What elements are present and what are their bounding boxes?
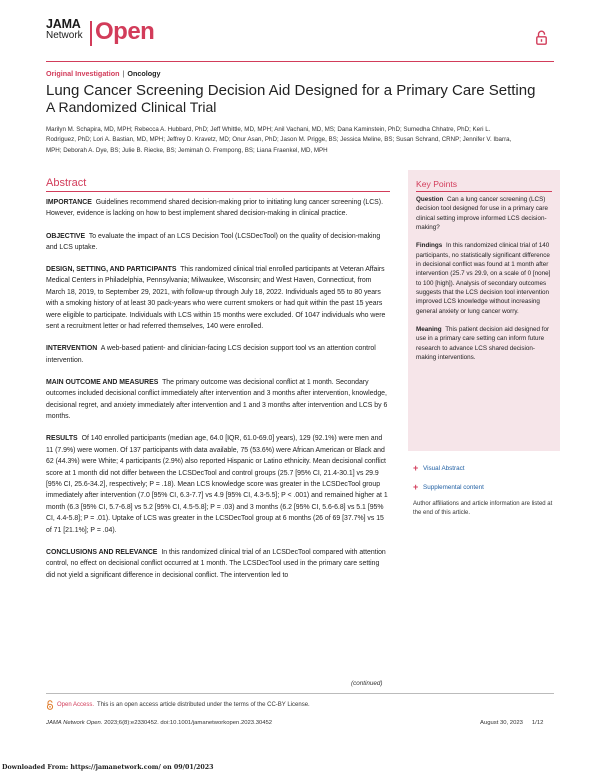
article-type: Original Investigation: [46, 69, 120, 78]
abstract-section-text: In this randomized clinical trial of an LCSDecTool compared with attention control, no effect on decisional conflict occurred at 1 month. The LCSDecTool used in the primary care setting did not yield a significant difference in decisional conflict. The intervention led to: [46, 548, 386, 579]
abstract-section-text: The primary outcome was decisional conflict at 1 month. Secondary outcomes included decisional conflict immediately after intervention and 3 months after intervention, knowledge, decisional regret, and anxiety immediately after intervention and 1 and 3 months after intervention and LCS by 6 months.: [46, 378, 388, 421]
abstract-section-label: DESIGN, SETTING, AND PARTICIPANTS: [46, 266, 177, 273]
publication-date: August 30, 2023: [480, 720, 523, 726]
abstract-rule: [46, 191, 390, 192]
visual-abstract-link[interactable]: [413, 464, 465, 473]
author-affiliations-note: Author affiliations and article information are listed at the end of this article.: [413, 501, 553, 517]
continued-note: (continued): [351, 680, 383, 687]
key-points-body: [416, 195, 554, 372]
abstract-results: [46, 433, 390, 536]
citation-text: 2023;6(8):e2330452. doi:10.1001/jamanetworkopen.2023.30452: [104, 720, 273, 726]
logo-open: Open: [95, 18, 155, 45]
key-point-findings: [416, 241, 554, 315]
visual-abstract-label: Visual Abstract: [423, 465, 465, 472]
key-point-question: [416, 195, 554, 232]
header-rule: [46, 61, 554, 62]
article-subtitle: A Randomized Clinical Trial: [46, 99, 217, 115]
key-point-label: Question: [416, 196, 444, 203]
page-number: 1/12: [531, 720, 544, 726]
abstract-conclusions: [46, 547, 390, 581]
key-point-label: Findings: [416, 242, 443, 250]
abstract-section-label: CONCLUSIONS AND RELEVANCE: [46, 548, 158, 556]
open-lock-icon: [536, 30, 547, 45]
abstract-section-label: OBJECTIVE: [46, 232, 86, 240]
article-topic: Oncology: [127, 69, 161, 78]
abstract-design: [46, 264, 390, 333]
open-access-text: This is an open access article distributed under the terms of the CC-BY License.: [97, 701, 310, 708]
key-point-text: This patient decision aid designed for use in a primary care setting can inform future research to advance LCS shared decision-making interventions.: [416, 326, 550, 362]
abstract-section-label: RESULTS: [46, 435, 78, 443]
download-stamp: Downloaded From: https://jamanetwork.com/ on 09/01/2023: [2, 764, 214, 771]
logo-divider: [90, 21, 92, 46]
abstract-section-label: INTERVENTION: [46, 345, 98, 353]
plus-icon: +: [413, 463, 419, 473]
author-list: Marilyn M. Schapira, MD, MPH; Rebecca A. Hubbard, PhD; Jeff Whittle, MD, MPH; Anil Vachani, MD, MS; Dana Kaminstein, PhD; Sumedha Chhatre, PhD; Keri L. Rodriguez, PhD; Lori A. Bastian, MD, MPH; Jeffrey D. Kravetz, MD; Onur Asan, PhD; Jason M. Prigge, BS; Jessica Meline, BS; Susan Schrand, CRNP; Jennifer V. Ibarra, MPH; Deborah A. Dye, BS; Julie B. Riecke, BS; Jemimah O. Frempong, BS; Liana Fraenkel, MD, MPH: [46, 126, 512, 154]
key-points-rule: [416, 191, 552, 192]
logo-network: Network: [46, 30, 83, 41]
article-category: [46, 69, 161, 79]
key-point-label: Meaning: [416, 326, 442, 334]
article-title: Lung Cancer Screening Decision Aid Designed for a Primary Care Setting: [46, 82, 536, 99]
key-points-heading: Key Points: [416, 179, 458, 189]
footer-rule: [46, 693, 554, 694]
abstract-section-text: Guidelines recommend shared decision-making prior to initiating lung cancer screening (LCS). However, evidence is lacking on how to best implement shared decision-making in clinical practice.: [46, 199, 383, 218]
jama-network-open-logo: [46, 18, 196, 54]
abstract-intervention: [46, 343, 390, 366]
category-separator: |: [122, 69, 125, 78]
supplemental-content-link[interactable]: [413, 483, 484, 492]
abstract-body: [46, 197, 390, 592]
key-point-text: In this randomized clinical trial of 140 participants, no statistically significant difference in decisional conflict was found at 1 month after intervention (25.7 vs 29.9, on a scale of 0 [none] to 100 [high]). Analysis of secondary outcomes suggests that the LCS decision tool intervention improved LCS knowledge without increasing general anxiety or lung cancer worry.: [416, 242, 551, 315]
key-point-meaning: [416, 325, 554, 362]
abstract-section-text: A web-based patient- and clinician-facing LCS decision support tool vs an attention control intervention.: [46, 345, 376, 364]
open-access-icon: [46, 700, 54, 710]
logo-jama: JAMA: [46, 17, 81, 31]
plus-icon: +: [413, 482, 419, 492]
abstract-section-text: To evaluate the impact of an LCS Decision Tool (LCSDecTool) on the quality of decision-making and LCS uptake.: [46, 232, 381, 251]
journal-name: JAMA Network Open.: [46, 720, 103, 726]
abstract-section-label: IMPORTANCE: [46, 199, 92, 206]
abstract-section-text: Of 140 enrolled participants (median age, 64.0 [IQR, 61.0-69.0] years), 129 (92.1%) were men and 11 (7.9%) were women. Of 137 participants with data available, 75 (53.6%) were African American or Black and 62 (44.3%) were White; 4 participants (2.9%) also reported Hispanic or Latino ethnicity. Mean decisional conflict score at 1 month did not differ between the LCSDecTool and control groups (25.7 [95% CI, 21.4-30.1] vs 29.9 [95% CI, 25.6-34.2], respectively; P = .18). Mean LCS knowledge score was greater in the LCSDecTool group immediately after intervention (7.0 [95% CI, 6.3-7.7] vs 4.9 [95% CI, 4.3-5.5]; P < .001) and remained higher at 1 month (6.3 [95% CI, 5.7-6.8] vs 5.2 [95% CI, 4.5-5.8]; P = .03) and 3 months (6.2 [95% CI, 5.6-6.8] vs 5.1 [95% CI, 4.4-5.8]; P = .01). Uptake of LCS was greater in the LCSDecTool group at 6 months (26 of 69 [37.7%] vs 15 of 71 [21.1%]; P = .04).: [46, 435, 388, 534]
open-access-statement: [46, 700, 310, 710]
open-access-label: Open Access.: [57, 701, 95, 708]
citation-line: [46, 719, 272, 728]
key-point-text: Can a lung cancer screening (LCS) decision tool designed for use in a primary care clinical setting improve informed LCS decision-making?: [416, 196, 548, 231]
abstract-section-text: This randomized clinical trial enrolled participants at Veteran Affairs Medical Centers in Philadelphia, Pennsylvania; Milwaukee, Wisconsin; and West Haven, Connecticut, from March 18, 2019, to September 29, 2021, with follow-up through July 18, 2022. Individuals aged 55 to 80 years with a smoking history of at least 30 pack-years who were current smokers or had quit within the past 15 years were eligible to participate. Individuals with LCS within 15 months were excluded. Of 1047 individuals who were sent a recruitment letter or had referred themselves, 140 were enrolled.: [46, 266, 386, 331]
abstract-section-label: MAIN OUTCOME AND MEASURES: [46, 378, 159, 386]
abstract-heading: Abstract: [46, 177, 87, 189]
abstract-objective: [46, 231, 390, 254]
abstract-outcomes: [46, 377, 390, 423]
page-meta: [480, 719, 543, 728]
abstract-importance: [46, 197, 390, 220]
supplemental-content-label: Supplemental content: [423, 484, 484, 491]
